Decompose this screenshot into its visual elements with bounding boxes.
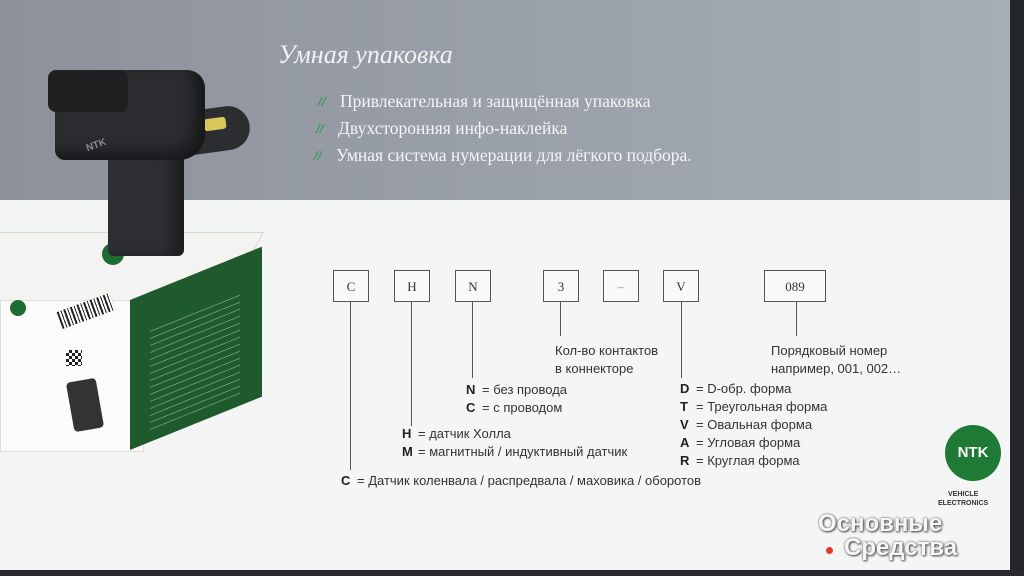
wire-annotation: [466, 381, 567, 417]
sensor-type-option: M = магнитный / индуктивный датчик: [402, 444, 628, 459]
bullet-marker-icon: //: [318, 95, 326, 110]
code-box-contacts: 3: [543, 270, 579, 302]
wire-option: N = без провода: [466, 382, 568, 397]
code-box-form: V: [663, 270, 699, 302]
connector-line: [796, 302, 797, 336]
bullet-item: // Умная система нумерации для лёгкого подбора.: [314, 142, 692, 169]
slide-title: Умная упаковка: [278, 40, 453, 69]
sensor-connector: [48, 70, 128, 112]
form-option: V = Овальная форма: [680, 417, 813, 432]
projector-edge: [1010, 0, 1024, 576]
form-annotation: [680, 380, 827, 470]
application-annotation: C = Датчик коленвала / распредвала / маховика / оборотов: [341, 473, 702, 488]
code-box-serial: 089: [764, 270, 826, 302]
bullet-list: [314, 88, 692, 169]
connector-line: [560, 302, 561, 336]
bullet-item: // Двухсторонняя инфо-наклейка: [316, 115, 692, 142]
projector-edge-bottom: [0, 570, 1024, 576]
bullet-marker-icon: //: [316, 122, 324, 137]
connector-line: [411, 302, 412, 426]
brand-subtitle: VEHICLE ELECTRONICS: [938, 491, 989, 507]
ntk-box-logo-icon: [10, 300, 26, 316]
ntk-logo-icon: NTK: [945, 425, 1001, 481]
code-box-type: C: [333, 270, 369, 302]
form-option: A = Угловая форма: [680, 435, 801, 450]
code-box-dash: –: [603, 270, 639, 302]
watermark: Основные Средства: [818, 510, 958, 561]
contacts-annotation: Кол-во контактов в коннекторе: [555, 343, 659, 376]
connector-line: [350, 302, 351, 470]
connector-line: [681, 302, 682, 378]
bullet-marker-icon: //: [314, 149, 322, 164]
qr-code-icon: [66, 350, 82, 366]
form-option: R = Круглая форма: [680, 453, 800, 468]
form-option: T = Треугольная форма: [680, 399, 828, 414]
sensor-label: NTK: [84, 136, 108, 155]
sensor-type-option: H = датчик Холла: [402, 426, 511, 441]
connector-line: [472, 302, 473, 378]
sensor-stem: [108, 148, 184, 256]
watermark-dot-icon: [826, 547, 833, 554]
serial-annotation: Порядковый номер например, 001, 002…: [771, 343, 902, 376]
form-option: D = D-обр. форма: [680, 381, 792, 396]
code-box-sensor: H: [394, 270, 430, 302]
sensor-type-annotation: [402, 425, 627, 461]
wire-option: C = с проводом: [466, 400, 563, 415]
code-box-wire: N: [455, 270, 491, 302]
bullet-item: // Привлекательная и защищённая упаковка: [318, 88, 692, 115]
